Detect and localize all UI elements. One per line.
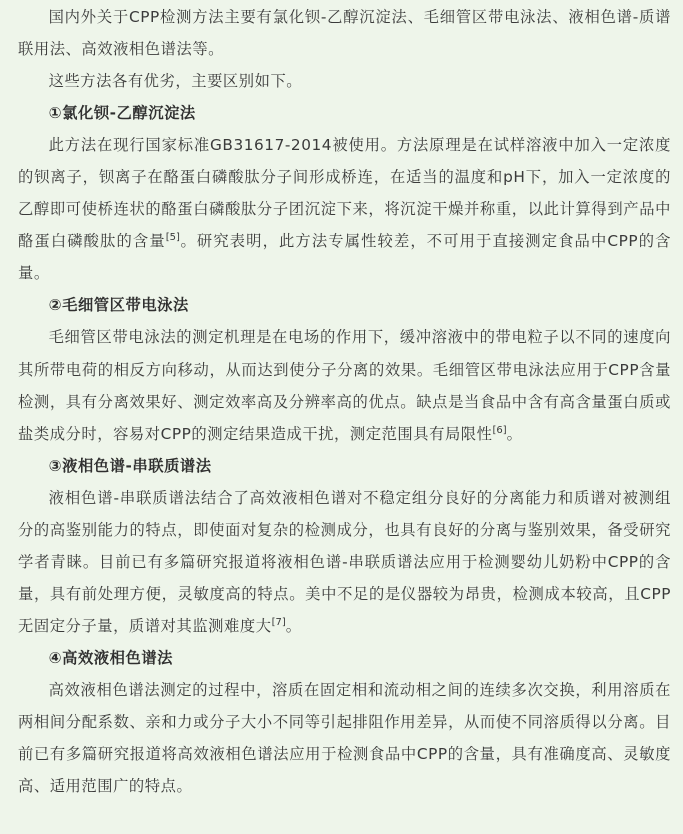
paragraph-text: 毛细管区带电泳法的测定机理是在电场的作用下，缓冲溶液中的带电粒子以不同的速度向其所带电荷的相反方向移动，从而达到使分子分离的效果。毛细管区带电泳法应用于CPP含量检测，具有分离效果好、测定效率高及分辨率高的优点。缺点是当食品中含有高含量蛋白质或盐类成分时，容易对CPP的测定结果造成干扰，测定范围具有局限性 [18, 328, 671, 443]
citation-reference: [5] [165, 232, 180, 244]
paragraph-text: 。 [285, 616, 302, 635]
section-heading-text: ④高效液相色谱法 [48, 648, 174, 667]
section-heading-barium-chloride [18, 97, 671, 129]
paragraph-text: 液相色谱-串联质谱法结合了高效液相色谱对不稳定组分良好的分离能力和质谱对被测组分的高鉴别能力的特点，即使面对复杂的检测成分，也具有良好的分离与鉴别效果，备受研究学者青睐。目前已有多篇研究报道将液相色谱-串联质谱法应用于检测婴幼儿奶粉中CPP的含量，具有前处理方便，灵敏度高的特点。美中不足的是仪器较为昂贵，检测成本较高，且CPP无固定分子量，质谱对其监测难度大 [18, 488, 671, 635]
paragraph-text: 。 [506, 424, 523, 443]
section-heading-lc-msms [18, 450, 671, 482]
section-heading-capillary-electrophoresis [18, 289, 671, 321]
section-heading-text: ①氯化钡-乙醇沉淀法 [48, 104, 196, 123]
intro-text: 国内外关于CPP检测方法主要有氯化钡-乙醇沉淀法、毛细管区带电泳法、液相色谱-质谱联用法、高效液相色谱法等。 [18, 8, 671, 59]
citation-reference: [6] [492, 424, 507, 436]
intro-paragraph [18, 1, 671, 65]
capillary-electrophoresis-paragraph [18, 321, 671, 449]
citation-reference: [7] [271, 616, 286, 628]
paragraph-text: 此方法在现行国家标准GB31617-2014被使用。方法原理是在试样溶液中加入一定浓度的钡离子，钡离子在酪蛋白磷酸肽分子间形成桥连，在适当的温度和pH下，加入一定浓度的乙醇即可使桥连状的酪蛋白磷酸肽分子团沉淀下来，将沉淀干燥并称重，以此计算得到产品中酪蛋白磷酸肽的含量 [18, 136, 671, 251]
hplc-paragraph [18, 674, 671, 802]
paragraph-text: 高效液相色谱法测定的过程中，溶质在固定相和流动相之间的连续多次交换，利用溶质在两相间分配系数、亲和力或分子大小不同等引起排阻作用差异，从而使不同溶质得以分离。目前已有多篇研究报道将高效液相色谱法应用于检测食品中CPP的含量，具有准确度高、灵敏度高、适用范围广的特点。 [18, 680, 671, 796]
section-heading-text: ②毛细管区带电泳法 [48, 296, 189, 315]
section-heading-hplc [18, 642, 671, 674]
summary-paragraph [18, 65, 671, 97]
lc-msms-paragraph [18, 482, 671, 642]
section-heading-text: ③液相色谱-串联质谱法 [48, 456, 212, 475]
barium-chloride-paragraph [18, 129, 671, 289]
paragraph-text: 。研究表明，此方法专属性较差，不可用于直接测定食品中CPP的含量。 [18, 232, 671, 283]
summary-text: 这些方法各有优劣，主要区别如下。 [48, 72, 303, 91]
